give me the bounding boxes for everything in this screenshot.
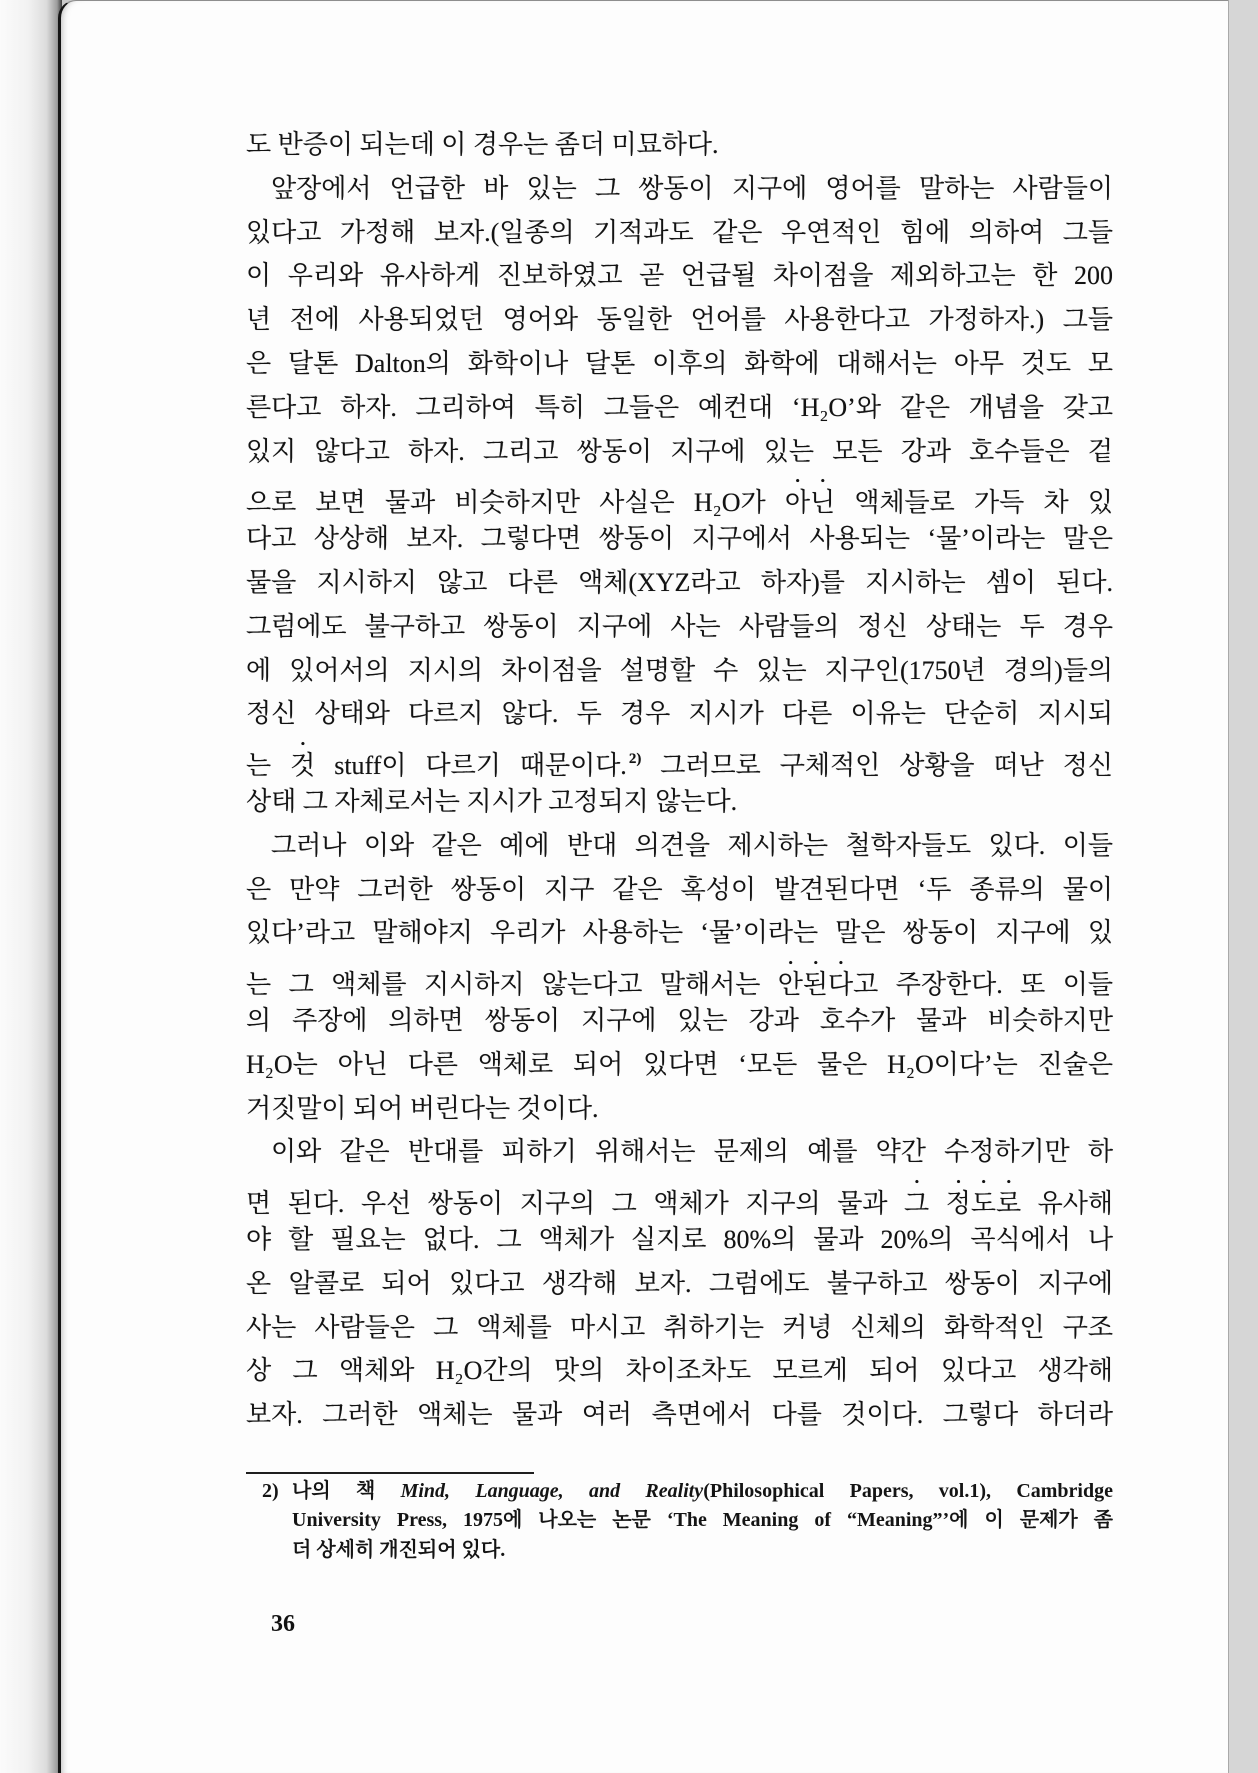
footnote-rule — [246, 1472, 534, 1474]
text-line: 른다고 하자. 그리하여 특히 그들은 예컨대 ‘H₂O’와 같은 개념을 갖고 — [246, 392, 1113, 422]
page-number: 36 — [271, 1611, 295, 1637]
emphasized-text: 아닌 — [784, 488, 836, 518]
text-line: 그럼에도 불구하고 쌍동이 지구에 사는 사람들의 정신 상태는 두 경우 — [246, 611, 1113, 641]
footnote-line — [292, 1477, 1113, 1506]
book-title: Mind, Language, and Reality — [400, 1480, 704, 1502]
emphasized-text: 것 — [290, 751, 316, 781]
paragraph — [246, 1130, 1113, 1437]
paragraph — [246, 824, 1113, 1131]
footnote — [262, 1477, 1113, 1565]
text-line: 정신 상태와 다르지 않다. 두 경우 지시가 다른 이유는 단순히 지시되 — [246, 699, 1113, 729]
footnote-line: 더 상세히 개진되어 있다. — [292, 1538, 506, 1561]
text-line — [246, 736, 1113, 780]
text-line: 앞장에서 언급한 바 있는 그 쌍동이 지구에 영어를 말하는 사람들이 — [271, 173, 1113, 203]
text-line: 에 있어서의 지시의 차이점을 설명할 수 있는 지구인(1750년 경의)들의 — [246, 655, 1113, 685]
footnote-reference: 2) — [628, 751, 642, 768]
text-segment: 그러므로 구체적인 상황을 떠난 정신 — [641, 751, 1113, 781]
text-line: 야 할 필요는 없다. 그 액체가 실지로 80%의 물과 20%의 곡식에서 나 — [246, 1224, 1113, 1254]
text-line — [246, 955, 1113, 999]
text-line: 그러나 이와 같은 예에 반대 의견을 제시하는 철학자들도 있다. 이들 — [271, 830, 1113, 860]
text-line: 상태 그 자체로서는 지시가 고정되지 않는다. — [246, 786, 738, 816]
text-line: 이 우리와 유사하게 진보하였고 곧 언급될 차이점을 제외하고는 한 200 — [246, 261, 1113, 291]
text-line: 이와 같은 반대를 피하기 위해서는 문제의 예를 약간 수정하기만 하 — [271, 1137, 1113, 1167]
footnote-marker: 2) — [262, 1480, 279, 1502]
text-segment: 나의 책 — [292, 1480, 401, 1502]
text-segment: stuff이 다르기 때문이다. — [315, 751, 627, 781]
text-line — [246, 473, 1113, 517]
text-line: H₂O는 아닌 다른 액체로 되어 있다면 ‘모든 물은 H₂O이다’는 진술은 — [246, 1049, 1113, 1079]
text-line: 거짓말이 되어 버린다는 것이다. — [246, 1093, 599, 1123]
text-line — [246, 1174, 1113, 1218]
body-text — [246, 123, 1113, 1437]
text-line: 온 알콜로 되어 있다고 생각해 보자. 그럼에도 불구하고 쌍동이 지구에 — [246, 1268, 1113, 1298]
text-line: 년 전에 사용되었던 영어와 동일한 언어를 사용한다고 가정하자.) 그들 — [246, 305, 1113, 335]
text-line: 있다고 가정해 보자.(일종의 기적과도 같은 우연적인 힘에 의하여 그들 — [246, 217, 1113, 247]
text-segment: 는 — [246, 751, 291, 781]
text-line: 있다’라고 말해야지 우리가 사용하는 ‘물’이라는 말은 쌍동이 지구에 있 — [246, 918, 1113, 948]
emphasized-text: 안된다 — [777, 970, 854, 1000]
text-line: 물을 지시하지 않고 다른 액체(XYZ라고 하자)를 지시하는 셈이 된다. — [246, 567, 1113, 597]
text-segment: 액체들로 가득 차 있 — [835, 488, 1113, 518]
text-segment: 는 그 액체를 지시하지 않는다고 말해서는 — [246, 970, 778, 1000]
text-line: 은 달톤 Dalton의 화학이나 달톤 이후의 화학에 대해서는 아무 것도 모 — [246, 348, 1113, 378]
text-line: 은 만약 그러한 쌍동이 지구 같은 혹성이 발견된다면 ‘두 종류의 물이 — [246, 874, 1113, 904]
book-spine-shadow — [0, 0, 62, 1773]
text-line: 다고 상상해 보자. 그렇다면 쌍동이 지구에서 사용되는 ‘물’이라는 말은 — [246, 524, 1113, 554]
text-segment: 고 주장한다. 또 이들 — [853, 970, 1113, 1000]
emphasized-text: 그 정도로 — [904, 1189, 1022, 1219]
text-line: 상 그 액체와 H₂O간의 맛의 차이조차도 모르게 되어 있다고 생각해 — [246, 1356, 1113, 1386]
text-line: 있지 않다고 하자. 그리고 쌍동이 지구에 있는 모든 강과 호수들은 겉 — [246, 436, 1113, 466]
text-segment: 면 된다. 우선 쌍동이 지구의 그 액체가 지구의 물과 — [246, 1189, 905, 1219]
paragraph — [246, 167, 1113, 824]
text-line: 사는 사람들은 그 액체를 마시고 취하기는 커녕 신체의 화학적인 구조 — [246, 1312, 1113, 1342]
text-line: 보자. 그러한 액체는 물과 여러 측면에서 다를 것이다. 그렇다 하더라 — [246, 1400, 1113, 1430]
text-segment: 으로 보면 물과 비슷하지만 사실은 H₂O가 — [246, 488, 785, 518]
footnote-line: University Press, 1975에 나오는 논문 ‘The Meaning of “Meaning”’에 이 문제가 좀 — [292, 1509, 1113, 1532]
text-line: 의 주장에 의하면 쌍동이 지구에 있는 강과 호수가 물과 비슷하지만 — [246, 1005, 1113, 1035]
text-segment: (Philosophical Papers, vol.1), Cambridge — [703, 1480, 1113, 1502]
text-line: 도 반증이 되는데 이 경우는 좀더 미묘하다. — [246, 130, 719, 159]
paragraph — [246, 123, 1113, 167]
text-segment: 유사해 — [1021, 1189, 1113, 1219]
